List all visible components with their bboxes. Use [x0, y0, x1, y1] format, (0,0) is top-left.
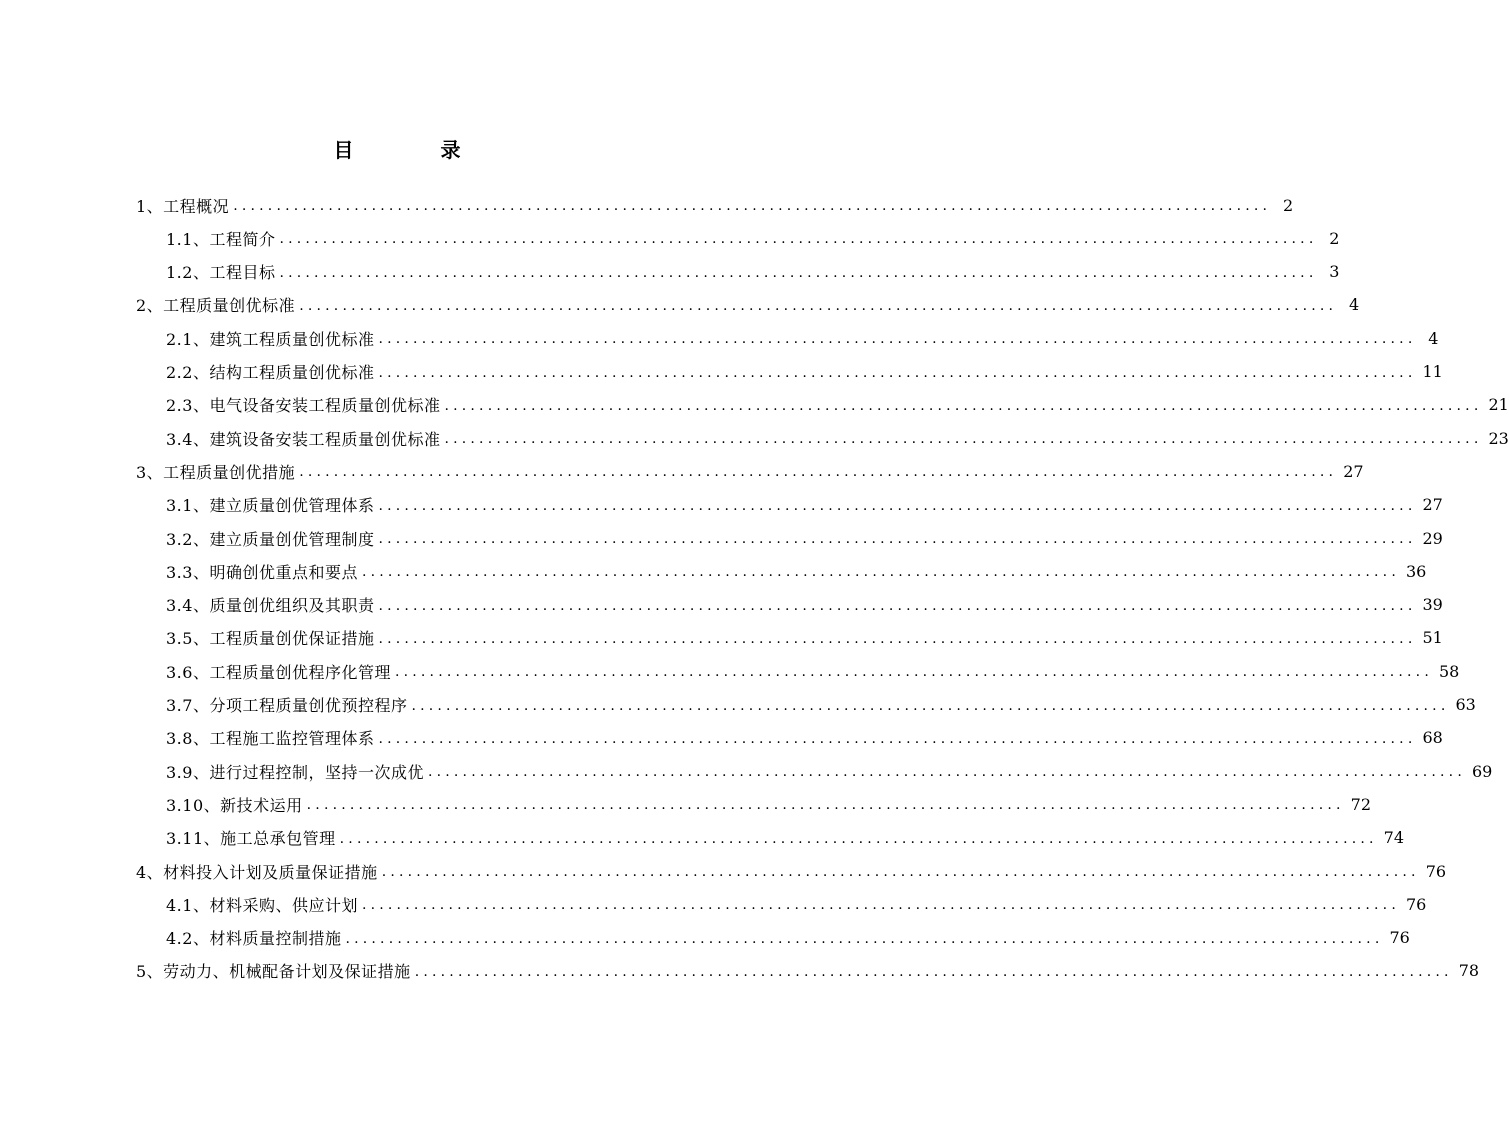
toc-dot-leader: ........................................................................................................................	[414, 963, 1453, 980]
toc-entry-label: 3.5、工程质量创优保证措施	[166, 629, 375, 649]
toc-entry[interactable]	[166, 656, 1460, 686]
toc-entry[interactable]	[166, 789, 1372, 819]
toc-dot-leader: ........................................................................................................................	[361, 564, 1400, 581]
toc-entry[interactable]	[136, 856, 1447, 886]
toc-entry-page-number: 72	[1350, 794, 1372, 814]
toc-entry-page-number: 58	[1438, 661, 1460, 681]
toc-entry-label: 3.6、工程质量创优程序化管理	[166, 662, 391, 682]
toc-entry-label: 3.10、新技术运用	[166, 795, 303, 815]
toc-entry[interactable]	[136, 190, 1294, 220]
toc-entry-page-number: 2	[1283, 195, 1294, 215]
toc-entry-page-number: 11	[1422, 362, 1443, 381]
toc-dot-leader: ........................................................................................................................	[279, 264, 1318, 281]
toc-entry[interactable]	[166, 756, 1493, 786]
toc-entry-page-number: 3	[1329, 262, 1340, 282]
toc-dot-leader: ........................................................................................................................	[444, 431, 1483, 448]
toc-entry-page-number: 51	[1422, 628, 1443, 648]
toc-entry[interactable]	[136, 290, 1360, 320]
toc-entry-label: 3.8、工程施工监控管理体系	[166, 729, 375, 749]
toc-entry[interactable]	[166, 556, 1427, 586]
toc-entry-label: 3.7、分项工程质量创优预控程序	[166, 696, 408, 715]
toc-entry[interactable]	[166, 223, 1340, 253]
toc-entry[interactable]	[136, 956, 1480, 986]
toc-entry-label: 3.4、建筑设备安装工程质量创优标准	[166, 429, 441, 449]
toc-entry[interactable]	[166, 257, 1340, 287]
toc-entry-label: 2.3、电气设备安装工程质量创优标准	[166, 396, 441, 416]
toc-entry-page-number: 4	[1428, 328, 1439, 348]
toc-dot-leader: ........................................................................................................................	[444, 397, 1483, 414]
toc-entry-label: 3.2、建立质量创优管理制度	[166, 529, 375, 549]
toc-dot-leader: ........................................................................................................................	[299, 464, 1338, 481]
toc-dot-leader: ........................................................................................................................	[378, 630, 1417, 647]
toc-entry-page-number: 68	[1422, 728, 1443, 748]
toc-entry[interactable]	[166, 623, 1443, 653]
toc-title: 目 录	[333, 138, 501, 162]
toc-entry-page-number: 76	[1425, 861, 1447, 881]
toc-dot-leader: ........................................................................................................................	[345, 930, 1384, 947]
toc-dot-leader: ........................................................................................................................	[394, 664, 1433, 681]
toc-dot-leader: ........................................................................................................................	[427, 764, 1466, 781]
toc-entry[interactable]	[166, 723, 1443, 753]
toc-entry[interactable]	[136, 456, 1364, 486]
toc-dot-leader: ........................................................................................................................	[339, 830, 1378, 847]
toc-entry-page-number: 78	[1458, 961, 1480, 981]
toc-dot-leader: ........................................................................................................................	[378, 331, 1417, 348]
toc-entry-page-number: 23	[1488, 428, 1509, 448]
toc-entry[interactable]	[166, 523, 1443, 553]
toc-entry-page-number: 63	[1455, 695, 1476, 714]
toc-dot-leader: ........................................................................................................................	[306, 797, 1345, 814]
toc-entry-label: 2.2、结构工程质量创优标准	[166, 363, 375, 382]
toc-entry-label: 3.9、进行过程控制，坚持一次成优	[166, 762, 424, 782]
toc-entry-page-number: 27	[1343, 461, 1364, 481]
toc-entry-label: 4.2、材料质量控制措施	[166, 929, 342, 949]
toc-entry-page-number: 2	[1329, 228, 1340, 248]
toc-entry-label: 2.1、建筑工程质量创优标准	[166, 329, 375, 349]
toc-entry-page-number: 27	[1422, 495, 1443, 515]
toc-entry-page-number: 76	[1405, 894, 1427, 914]
toc-dot-leader: ........................................................................................................................	[378, 531, 1417, 547]
toc-dot-leader: ........................................................................................................................	[279, 231, 1318, 248]
toc-entry-label: 4、材料投入计划及质量保证措施	[136, 862, 378, 882]
toc-entry-page-number: 36	[1405, 561, 1427, 581]
toc-entry[interactable]	[166, 923, 1410, 953]
toc-entry-page-number: 29	[1422, 528, 1443, 548]
toc-dot-leader: ........................................................................................................................	[381, 864, 1420, 880]
toc-entry-label: 3.4、质量创优组织及其职责	[166, 596, 375, 616]
toc-entry[interactable]	[166, 590, 1443, 620]
toc-entry[interactable]	[166, 357, 1443, 387]
toc-entry[interactable]	[166, 690, 1476, 720]
toc-entry[interactable]	[166, 490, 1443, 520]
toc-entry-page-number: 74	[1383, 828, 1405, 848]
toc-entry[interactable]	[166, 390, 1509, 420]
toc-entry-label: 3.11、施工总承包管理	[166, 829, 336, 849]
toc-dot-leader: ........................................................................................................................	[233, 198, 1272, 214]
toc-entry-page-number: 39	[1422, 595, 1443, 615]
toc-dot-leader: ........................................................................................................................	[378, 364, 1417, 381]
toc-entry-label: 5、劳动力、机械配备计划及保证措施	[136, 962, 411, 982]
toc-entry-page-number: 69	[1471, 761, 1493, 781]
toc-entry-label: 1.1、工程简介	[166, 229, 276, 249]
toc-entry-page-number: 21	[1488, 395, 1509, 415]
toc-dot-leader: ........................................................................................................................	[378, 597, 1417, 614]
toc-dot-leader: ........................................................................................................................	[299, 297, 1338, 314]
toc-entry-label: 2、工程质量创优标准	[136, 296, 296, 316]
toc-entry[interactable]	[166, 823, 1405, 853]
toc-entry[interactable]	[166, 323, 1439, 353]
toc-dot-leader: ........................................................................................................................	[378, 730, 1417, 747]
toc-dot-leader: ........................................................................................................................	[378, 497, 1417, 514]
toc-entry-label: 3、工程质量创优措施	[136, 462, 296, 482]
toc-entry-page-number: 76	[1389, 928, 1410, 948]
toc-entry[interactable]	[166, 423, 1509, 453]
toc-entry-page-number: 4	[1349, 295, 1360, 315]
toc-dot-leader: ........................................................................................................................	[361, 897, 1400, 914]
toc-entry-label: 3.3、明确创优重点和要点	[166, 562, 358, 582]
toc-entry-label: 1、工程概况	[136, 196, 230, 216]
toc-entry-label: 4.1、材料采购、供应计划	[166, 895, 358, 915]
toc-entry-label: 3.1、建立质量创优管理体系	[166, 496, 375, 516]
toc-dot-leader: ........................................................................................................................	[411, 697, 1450, 714]
toc-entry[interactable]	[166, 889, 1427, 919]
toc-entry-label: 1.2、工程目标	[166, 263, 276, 283]
